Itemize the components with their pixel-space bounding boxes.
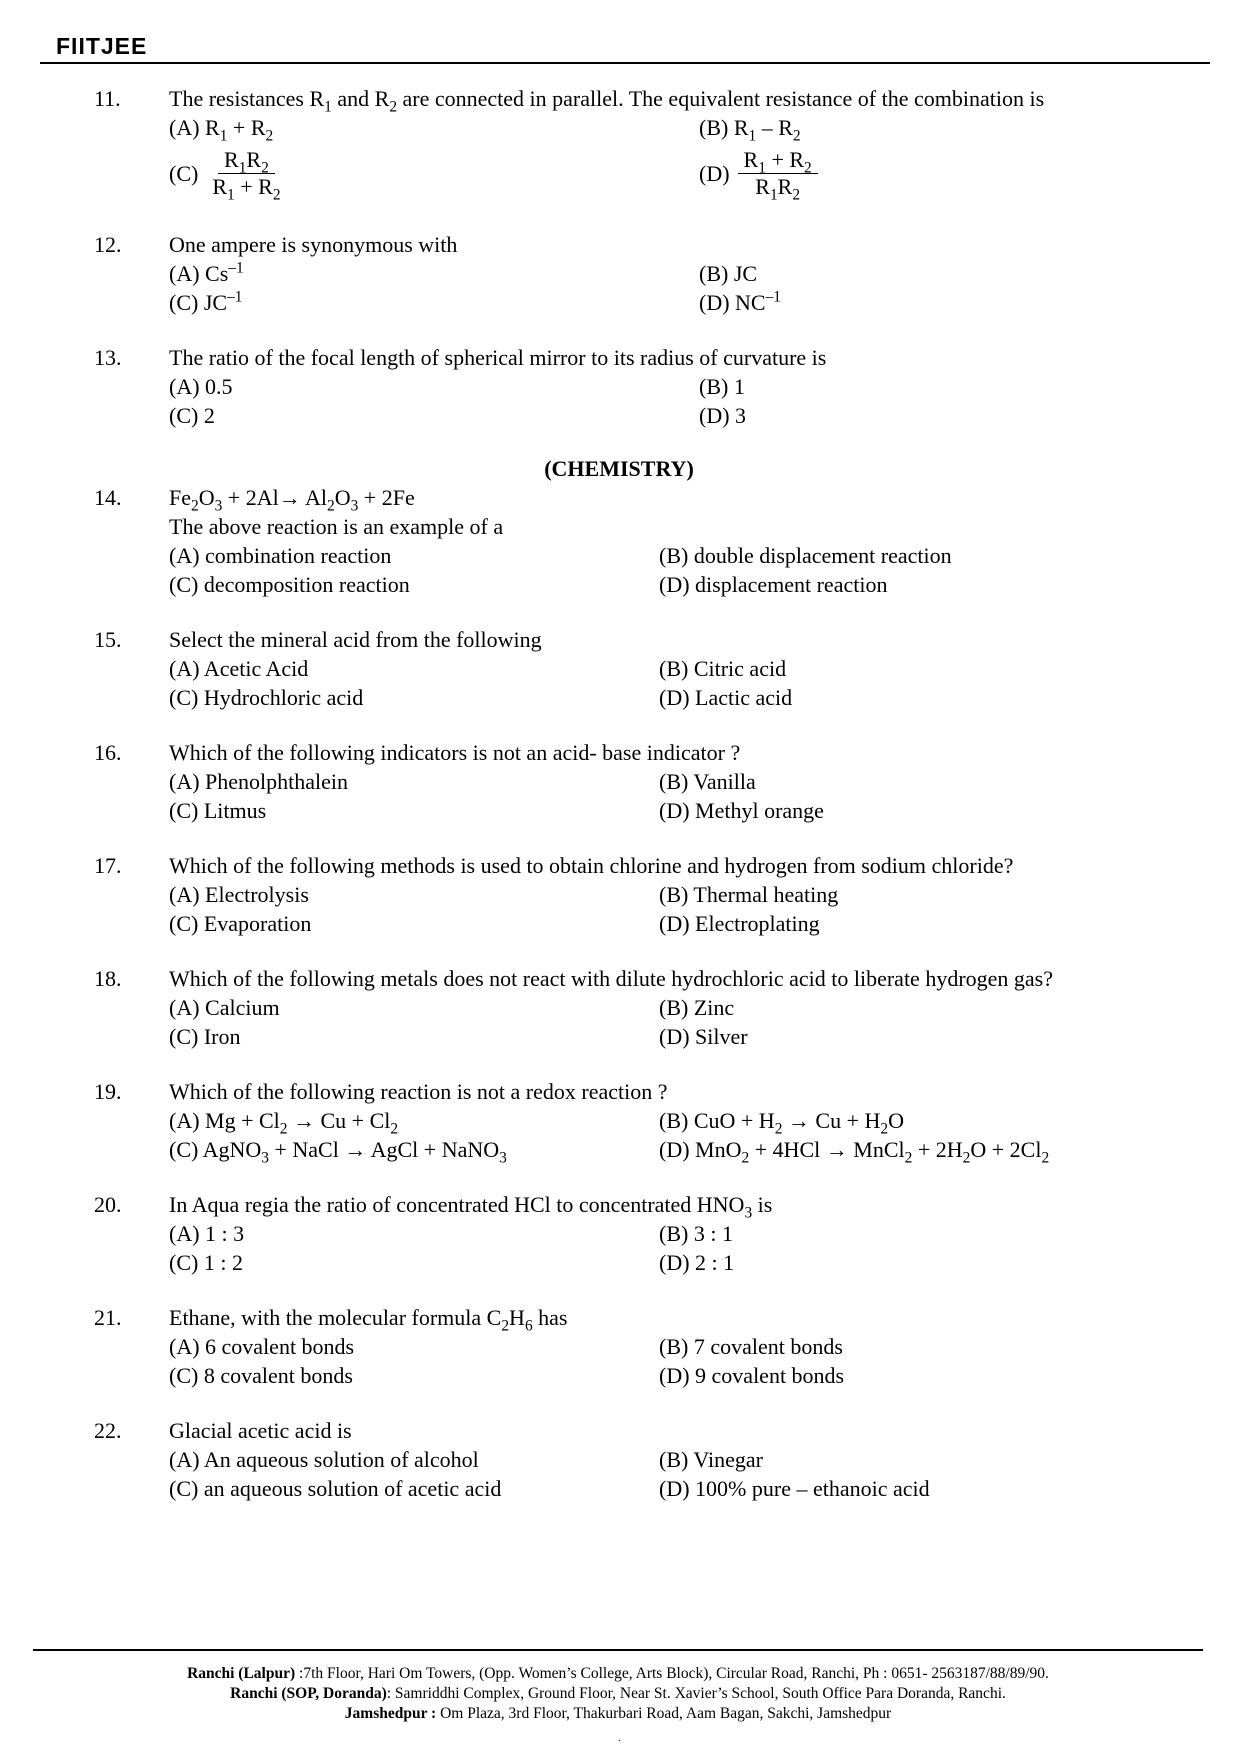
- question-text: Which of the following methods is used to obtain chlorine and hydrogen from sodium chloride?: [169, 853, 1014, 878]
- option-a: (A) 1 : 3: [169, 1221, 245, 1246]
- option-b: (B) $R_1 - R_2$: [699, 115, 801, 145]
- question-text: The resistances $R_1$ and $R_2$ are connected in parallel. The equivalent resistance of the combination is: [169, 86, 1045, 116]
- question-number: 16.: [94, 740, 122, 765]
- question-20: [94, 1190, 1144, 1277]
- option-a: (A) An aqueous solution of alcohol: [169, 1447, 479, 1472]
- option-c: (C) 8 covalent bonds: [169, 1363, 353, 1388]
- option-b: (B) Zinc: [659, 995, 735, 1020]
- section-title-chemistry: (CHEMISTRY): [544, 456, 694, 481]
- option-c: (C) $\frac{R_1R_2}{R_1 + R_2}$: [169, 146, 281, 203]
- question-number: 21.: [94, 1305, 122, 1330]
- option-d: (D) Methyl orange: [659, 798, 824, 823]
- option-a: (A) Acetic Acid: [169, 656, 309, 681]
- question-text: One ampere is synonymous with: [169, 232, 458, 257]
- page-mark: .: [618, 1733, 621, 1744]
- option-c: (C) $JC^{-1}$: [169, 288, 243, 315]
- question-text: Which of the following metals does not react with dilute hydrochloric acid to liberate hydrogen gas?: [169, 966, 1054, 991]
- question-12: [94, 230, 1144, 317]
- option-a: (A) $R_1 + R_2$: [169, 115, 274, 145]
- option-c: (C) decomposition reaction: [169, 572, 410, 597]
- question-21: [94, 1303, 1144, 1390]
- question-text-2: The above reaction is an example of a: [169, 514, 504, 539]
- question-list: [94, 84, 1144, 1529]
- footer-line-1: Ranchi (Lalpur) :7th Floor, Hari Om Towers, (Opp. Women’s College, Arts Block), Circular Road, Ranchi, Ph : 0651- 2563187/88/89/90.: [187, 1665, 1049, 1682]
- question-22: [94, 1416, 1144, 1503]
- question-17: [94, 851, 1144, 938]
- option-c: (C) an aqueous solution of acetic acid: [169, 1476, 502, 1501]
- footer-line-2: Ranchi (SOP, Doranda): Samriddhi Complex, Ground Floor, Near St. Xavier’s School, South Office Para Doranda, Ranchi.: [230, 1685, 1006, 1702]
- question-13: [94, 343, 1144, 430]
- footer-addresses: [33, 1664, 1203, 1724]
- question-number: 13.: [94, 345, 122, 370]
- question-text: Select the mineral acid from the following: [169, 627, 542, 652]
- footer-rule: [33, 1649, 1203, 1651]
- footer-line-3: Jamshedpur : Om Plaza, 3rd Floor, Thakurbari Road, Aam Bagan, Sakchi, Jamshedpur: [344, 1705, 892, 1722]
- option-b: (B) Vanilla: [659, 769, 756, 794]
- option-d: (D) MnO$_2$ + 4HCl → MnCl$_2$ + $2H_2O + 2Cl_2$: [659, 1137, 1050, 1167]
- header-rule: [40, 30, 1210, 64]
- question-text: Ethane, with the molecular formula $C_2H_6$ has: [169, 1305, 568, 1335]
- option-b: (B) CuO + $H_2 \to Cu + H_2O$: [659, 1108, 904, 1138]
- option-d: (D) $\frac{R_1 + R_2}{R_1R_2}$: [699, 142, 1144, 204]
- question-text: Which of the following indicators is not an acid- base indicator ?: [169, 740, 741, 765]
- question-text: Glacial acetic acid is: [169, 1418, 352, 1443]
- question-number: 15.: [94, 627, 122, 652]
- question-18: [94, 964, 1144, 1051]
- question-number: 12.: [94, 232, 122, 257]
- question-text: In Aqua regia the ratio of concentrated HCl to concentrated $HNO_3$ is: [169, 1192, 773, 1222]
- question-14: [94, 483, 1144, 599]
- question-number: 11.: [94, 86, 121, 111]
- option-a: (A) combination reaction: [169, 543, 392, 568]
- option-d: (D) Silver: [659, 1024, 748, 1049]
- option-b: (B) 7 covalent bonds: [659, 1334, 843, 1359]
- option-d: (D) 3: [699, 403, 747, 428]
- option-b: (B) 1: [699, 374, 745, 399]
- question-number: 17.: [94, 853, 122, 878]
- question-number: 14.: [94, 485, 122, 510]
- option-a: (A) Phenolphthalein: [169, 769, 349, 794]
- option-c: (C) Hydrochloric acid: [169, 685, 364, 710]
- option-d: (D) Electroplating: [659, 911, 820, 936]
- option-a: (A) Calcium: [169, 995, 280, 1020]
- option-c: (C) 1 : 2: [169, 1250, 243, 1275]
- question-text: Which of the following reaction is not a redox reaction ?: [169, 1079, 668, 1104]
- question-number: 19.: [94, 1079, 122, 1104]
- option-d: (D) $NC^{-1}$: [699, 288, 781, 315]
- question-16: [94, 738, 1144, 825]
- option-d: (D) 9 covalent bonds: [659, 1363, 845, 1388]
- option-b: (B) JC: [699, 261, 758, 286]
- option-c: (C) Iron: [169, 1024, 241, 1049]
- option-d: (D) 100% pure – ethanoic acid: [659, 1476, 930, 1501]
- option-c: (C) 2: [169, 403, 215, 428]
- option-c: (C) AgNO$_3$ + NaCl → AgCl + NaNO$_3$: [169, 1137, 507, 1167]
- option-b: (B) double displacement reaction: [659, 543, 952, 568]
- option-a: (A) $Mg + Cl_2 \to Cu + Cl_2$: [169, 1108, 399, 1138]
- option-d: (D) 2 : 1: [659, 1250, 735, 1275]
- option-b: (B) Thermal heating: [659, 882, 839, 907]
- question-19: [94, 1077, 1144, 1167]
- option-b: (B) 3 : 1: [659, 1221, 733, 1246]
- option-a: (A) Electrolysis: [169, 882, 309, 907]
- question-15: [94, 625, 1144, 712]
- option-c: (C) Litmus: [169, 798, 267, 823]
- question-number: 18.: [94, 966, 122, 991]
- option-a: (A) 6 covalent bonds: [169, 1334, 355, 1359]
- option-d: (D) displacement reaction: [659, 572, 888, 597]
- option-a: (A) $Cs^{-1}$: [169, 259, 244, 286]
- question-11: [94, 84, 1144, 204]
- option-c: (C) Evaporation: [169, 911, 312, 936]
- option-b: (B) Citric acid: [659, 656, 787, 681]
- question-number: 20.: [94, 1192, 122, 1217]
- option-b: (B) Vinegar: [659, 1447, 763, 1472]
- question-number: 22.: [94, 1418, 122, 1443]
- question-text: The ratio of the focal length of spherical mirror to its radius of curvature is: [169, 345, 827, 370]
- option-a: (A) 0.5: [169, 374, 233, 399]
- question-text: $Fe_2O_3 + 2Al\to Al_2O_3 + 2Fe$: [169, 485, 415, 515]
- brand-logo-text: FIITJEE: [56, 33, 148, 59]
- option-d: (D) Lactic acid: [659, 685, 793, 710]
